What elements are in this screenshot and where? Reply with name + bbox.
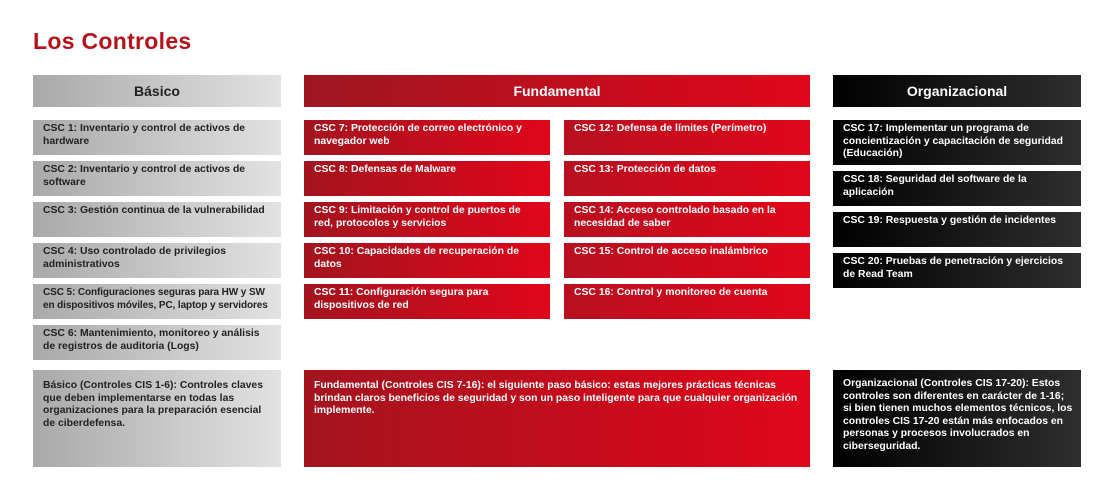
control-csc-6: CSC 6: Mantenimiento, monitoreo y análisis de registros de auditoria (Logs): [33, 325, 281, 360]
control-csc-13: CSC 13: Protección de datos: [564, 161, 810, 196]
control-csc-5: CSC 5: Configuraciones seguras para HW y SW en dispositivos móviles, PC, laptop y servidores: [33, 284, 281, 319]
footer-organizational-description: Organizacional (Controles CIS 17-20): Estos controles son diferentes en carácter de 1-16; si bien tienen muchos elementos técnicos, los controles CIS 17-20 están más enfocados en personas y procesos involucrados en ciberseguridad.: [833, 370, 1081, 467]
control-csc-9: CSC 9: Limitación y control de puertos de red, protocolos y servicios: [304, 202, 550, 237]
footer-fundamental-description: Fundamental (Controles CIS 7-16): el siguiente paso básico: estas mejores prácticas técnicas brindan claros beneficios de seguridad y son un paso inteligente para que cualquier organización implemente.: [304, 370, 810, 467]
control-csc-1: CSC 1: Inventario y control de activos de hardware: [33, 120, 281, 155]
control-csc-19: CSC 19: Respuesta y gestión de incidentes: [833, 212, 1081, 247]
control-csc-12: CSC 12: Defensa de límites (Perímetro): [564, 120, 810, 155]
footer-basic-description: Básico (Controles CIS 1-6): Controles claves que deben implementarse en todas las organizaciones para la preparación esencial de ciberdefensa.: [33, 370, 281, 467]
control-csc-2: CSC 2: Inventario y control de activos de software: [33, 161, 281, 196]
control-csc-7: CSC 7: Protección de correo electrónico y navegador web: [304, 120, 550, 155]
control-csc-18: CSC 18: Seguridad del software de la aplicación: [833, 171, 1081, 206]
control-csc-10: CSC 10: Capacidades de recuperación de datos: [304, 243, 550, 278]
header-basic: Básico: [33, 75, 281, 107]
control-csc-11: CSC 11: Configuración segura para dispositivos de red: [304, 284, 550, 319]
control-csc-20: CSC 20: Pruebas de penetración y ejercicios de Read Team: [833, 253, 1081, 288]
control-csc-8: CSC 8: Defensas de Malware: [304, 161, 550, 196]
control-csc-14: CSC 14: Acceso controlado basado en la necesidad de saber: [564, 202, 810, 237]
control-csc-17: CSC 17: Implementar un programa de concientización y capacitación de seguridad (Educación): [833, 120, 1081, 165]
header-fundamental: Fundamental: [304, 75, 810, 107]
header-organizational: Organizacional: [833, 75, 1081, 107]
control-csc-16: CSC 16: Control y monitoreo de cuenta: [564, 284, 810, 319]
page-title: Los Controles: [33, 28, 192, 54]
control-csc-3: CSC 3: Gestión continua de la vulnerabilidad: [33, 202, 281, 237]
control-csc-4: CSC 4: Uso controlado de privilegios administrativos: [33, 243, 281, 278]
control-csc-15: CSC 15: Control de acceso inalámbrico: [564, 243, 810, 278]
